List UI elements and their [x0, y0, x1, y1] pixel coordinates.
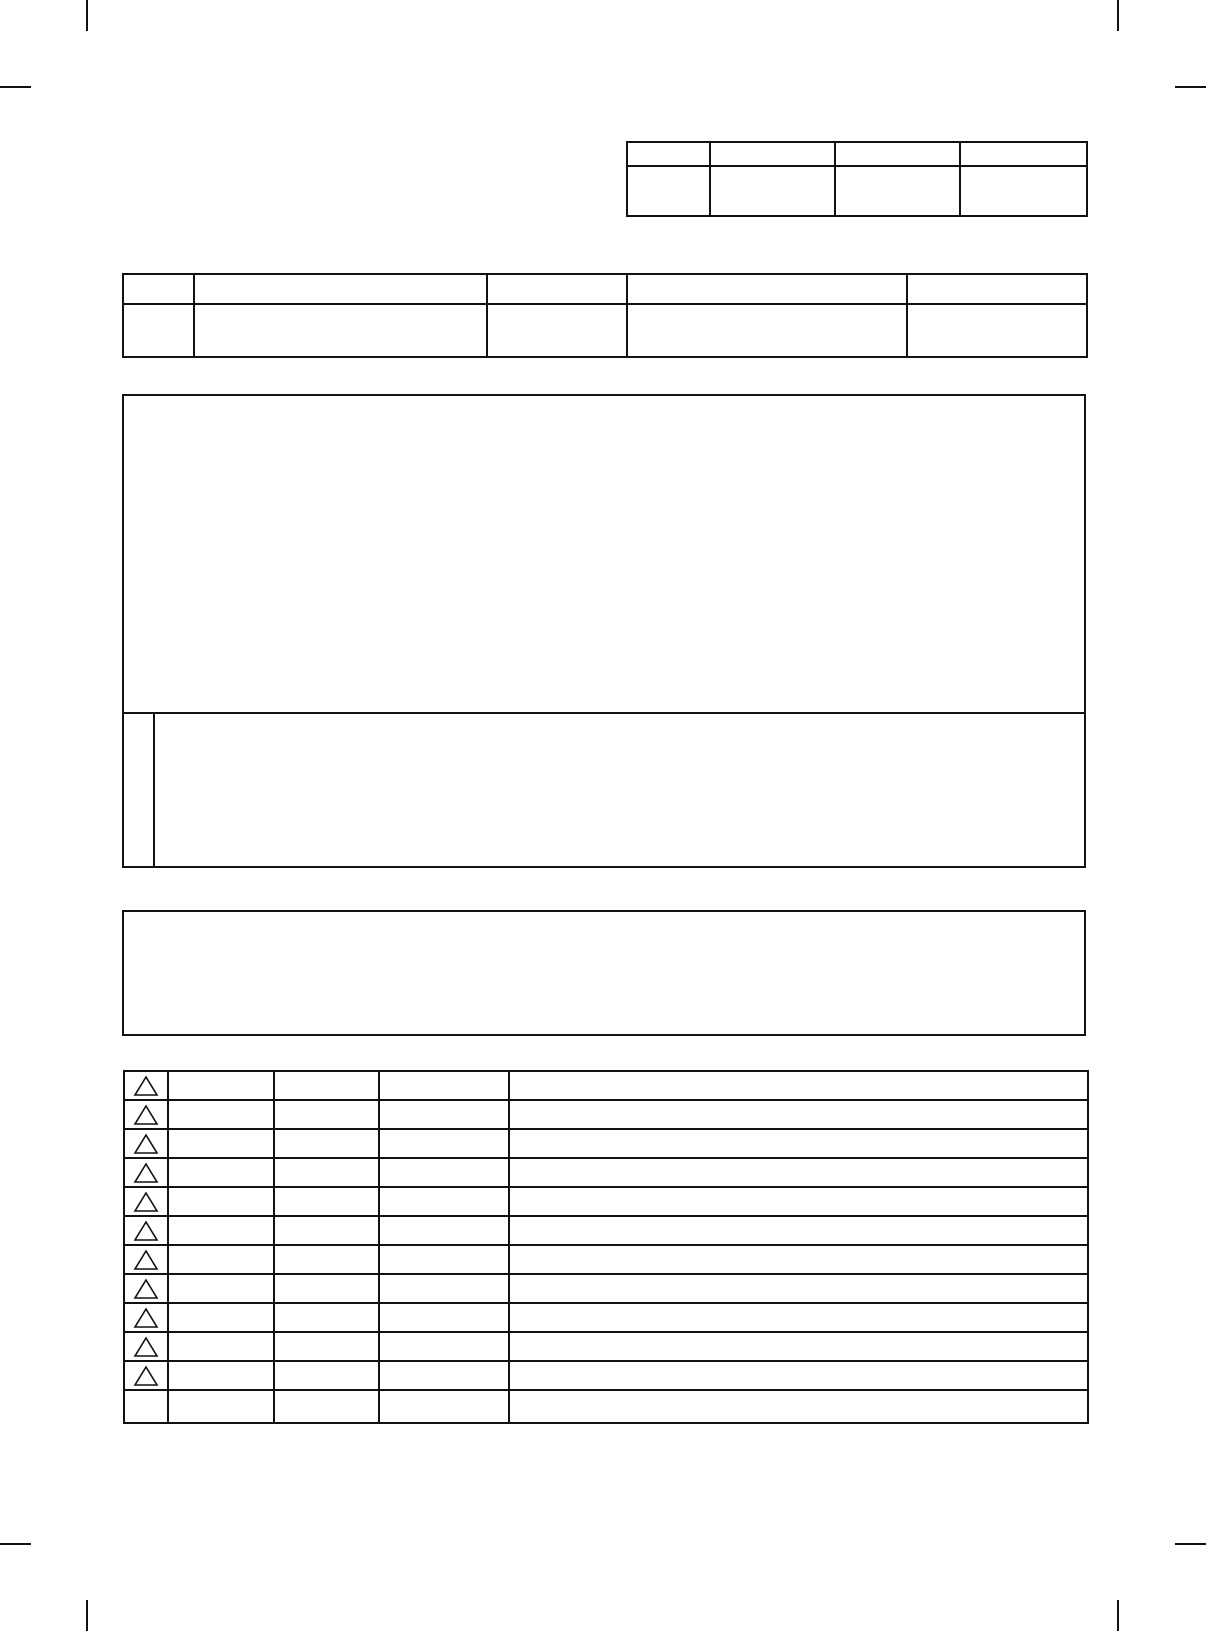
info-table-value-cell	[960, 166, 1087, 216]
revision-flag-cell	[124, 1129, 168, 1158]
revision-flag-cell	[124, 1274, 168, 1303]
revision-cell	[509, 1245, 1088, 1274]
revision-cell	[379, 1158, 509, 1187]
revision-cell	[168, 1332, 274, 1361]
revision-flag-cell	[124, 1158, 168, 1187]
crop-mark-bottom-left-horizontal	[0, 1543, 31, 1545]
revision-cell	[168, 1303, 274, 1332]
revision-flag-cell	[124, 1303, 168, 1332]
revision-cell	[168, 1216, 274, 1245]
revision-cell	[509, 1158, 1088, 1187]
revision-cell	[274, 1390, 379, 1423]
revision-cell	[168, 1390, 274, 1423]
revision-cell	[168, 1071, 274, 1100]
detail-table-value-row	[123, 304, 1087, 357]
info-table-header-row	[627, 142, 1087, 166]
info-table-header-cell	[627, 142, 710, 166]
detail-table-header-cell	[487, 274, 627, 304]
revision-cell	[509, 1274, 1088, 1303]
revision-cell	[509, 1332, 1088, 1361]
revision-flag-cell	[124, 1071, 168, 1100]
info-table-value-cell	[627, 166, 710, 216]
description-frame	[122, 394, 1086, 868]
revision-flag-cell	[124, 1245, 168, 1274]
revision-cell	[168, 1274, 274, 1303]
revision-cell	[274, 1361, 379, 1390]
detail-table-value-cell	[627, 304, 907, 357]
revision-cell	[168, 1158, 274, 1187]
revision-flag-cell	[124, 1216, 168, 1245]
crop-mark-top-left-horizontal	[0, 86, 31, 88]
revision-cell	[168, 1245, 274, 1274]
detail-table-value-cell	[907, 304, 1087, 357]
info-table-value-cell	[835, 166, 960, 216]
revision-cell	[274, 1129, 379, 1158]
revision-flag-cell	[124, 1390, 168, 1423]
revision-cell	[274, 1274, 379, 1303]
revision-row	[124, 1216, 1088, 1245]
info-table-header-cell	[710, 142, 835, 166]
revision-cell	[168, 1361, 274, 1390]
revision-cell	[379, 1187, 509, 1216]
info-table-value-row	[627, 166, 1087, 216]
info-table	[626, 141, 1088, 217]
revision-flag-cell	[124, 1332, 168, 1361]
revision-cell	[274, 1303, 379, 1332]
crop-mark-bottom-right-vertical	[1117, 1600, 1119, 1631]
crop-mark-bottom-left-vertical	[86, 1600, 88, 1631]
revision-row	[124, 1187, 1088, 1216]
revision-cell	[168, 1100, 274, 1129]
detail-table-header-cell	[907, 274, 1087, 304]
note-text	[134, 922, 1074, 1024]
revision-cell	[274, 1071, 379, 1100]
revision-cell	[379, 1390, 509, 1423]
info-table-header-cell	[960, 142, 1087, 166]
warning-triangle-icon	[133, 1133, 159, 1155]
info-table-header-cell	[835, 142, 960, 166]
revision-cell	[168, 1187, 274, 1216]
revision-row	[124, 1390, 1088, 1423]
warning-triangle-icon	[133, 1249, 159, 1271]
description-text	[134, 406, 1074, 696]
detail-table-header-cell	[123, 274, 194, 304]
info-table-value-cell	[710, 166, 835, 216]
revision-row	[124, 1158, 1088, 1187]
revision-cell	[509, 1390, 1088, 1423]
revision-table	[123, 1070, 1089, 1424]
detail-table	[122, 273, 1088, 358]
revision-cell	[509, 1129, 1088, 1158]
revision-flag-cell	[124, 1187, 168, 1216]
warning-triangle-icon	[133, 1104, 159, 1126]
revision-row	[124, 1100, 1088, 1129]
revision-cell	[379, 1071, 509, 1100]
detail-table-header-row	[123, 274, 1087, 304]
warning-triangle-icon	[133, 1075, 159, 1097]
revision-flag-cell	[124, 1361, 168, 1390]
revision-cell	[274, 1216, 379, 1245]
revision-cell	[379, 1361, 509, 1390]
description-divider	[124, 712, 1084, 714]
revision-row	[124, 1332, 1088, 1361]
revision-cell	[379, 1245, 509, 1274]
revision-cell	[509, 1187, 1088, 1216]
revision-cell	[509, 1100, 1088, 1129]
warning-triangle-icon	[133, 1336, 159, 1358]
revision-row	[124, 1245, 1088, 1274]
revision-cell	[379, 1100, 509, 1129]
detail-table-value-cell	[487, 304, 627, 357]
warning-triangle-icon	[133, 1278, 159, 1300]
crop-mark-top-left-vertical	[86, 0, 88, 31]
revision-cell	[509, 1216, 1088, 1245]
warning-triangle-icon	[133, 1365, 159, 1387]
revision-row	[124, 1071, 1088, 1100]
detail-table-value-cell	[123, 304, 194, 357]
revision-cell	[379, 1332, 509, 1361]
crop-mark-top-right-vertical	[1117, 0, 1119, 31]
warning-triangle-icon	[133, 1191, 159, 1213]
revision-cell	[379, 1274, 509, 1303]
revision-cell	[274, 1332, 379, 1361]
detail-table-value-cell	[194, 304, 487, 357]
revision-cell	[379, 1216, 509, 1245]
warning-triangle-icon	[133, 1307, 159, 1329]
revision-cell	[274, 1158, 379, 1187]
revision-row	[124, 1274, 1088, 1303]
revision-cell	[379, 1129, 509, 1158]
revision-cell	[168, 1129, 274, 1158]
revision-row	[124, 1129, 1088, 1158]
revision-cell	[274, 1100, 379, 1129]
revision-row	[124, 1361, 1088, 1390]
note-frame	[122, 910, 1086, 1036]
revision-cell	[509, 1071, 1088, 1100]
warning-triangle-icon	[133, 1220, 159, 1242]
crop-mark-bottom-right-horizontal	[1175, 1543, 1206, 1545]
revision-cell	[274, 1187, 379, 1216]
description-side-column-divider	[153, 712, 155, 866]
revision-cell	[274, 1245, 379, 1274]
detail-table-header-cell	[194, 274, 487, 304]
revision-cell	[379, 1303, 509, 1332]
warning-triangle-icon	[133, 1162, 159, 1184]
revision-row	[124, 1303, 1088, 1332]
revision-cell	[509, 1303, 1088, 1332]
detail-table-header-cell	[627, 274, 907, 304]
revision-cell	[509, 1361, 1088, 1390]
crop-mark-top-right-horizontal	[1175, 86, 1206, 88]
revision-flag-cell	[124, 1100, 168, 1129]
